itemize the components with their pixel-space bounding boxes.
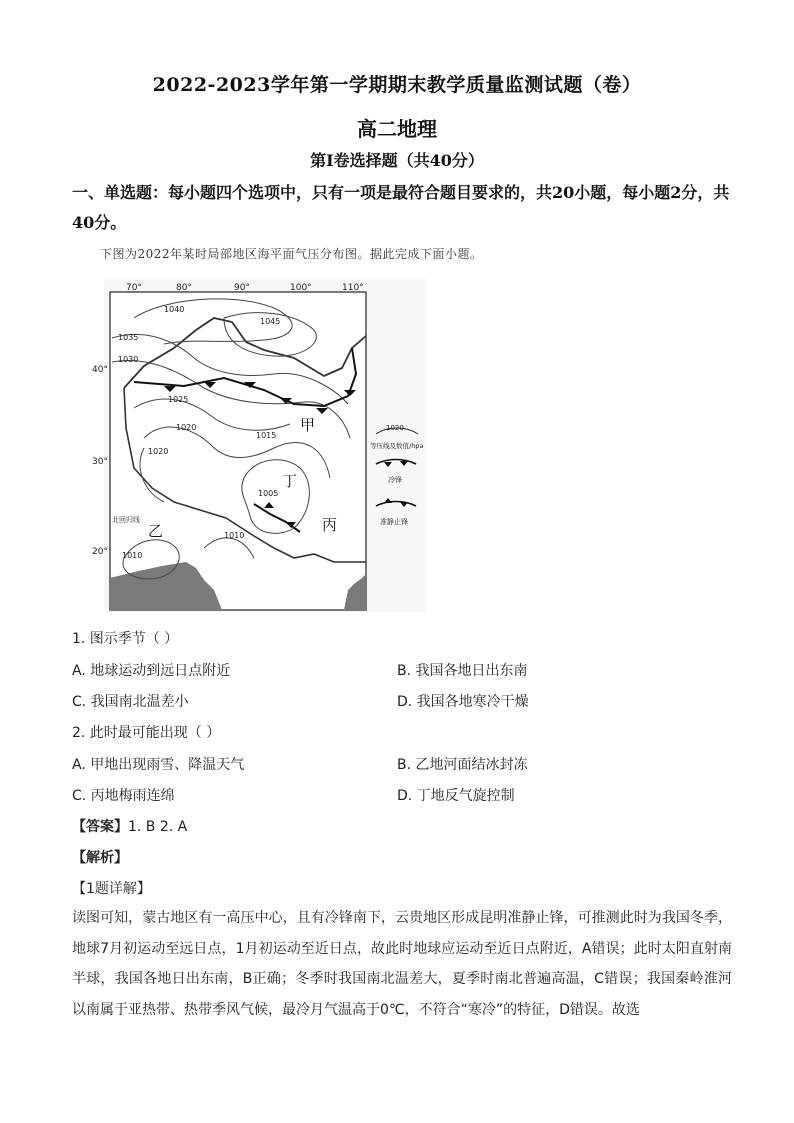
isobar-label: 1030 [118,355,139,364]
lon-label: 90° [234,283,250,293]
section-instruction: 一、单选题：每小题四个选项中，只有一项是最符合题目要求的，共20小题，每小题2分，共40分。 [72,183,730,232]
option-a: A. 地球运动到远日点附近 [72,663,231,679]
option-d: D. 丁地反气旋控制 [397,788,515,804]
subject-title: 高二地理 [357,117,437,141]
option-a: A. 甲地出现雨雪、降温天气 [72,757,245,773]
isobar-label: 1045 [260,317,281,326]
place-jia: 甲 [300,416,316,434]
place-bing: 丙 [322,516,338,534]
isobar-label: 1010 [122,551,143,560]
legend-isobar-value: 1020 [386,424,404,432]
answer-text: 1. B 2. A [128,819,188,835]
isobar-label: 1005 [258,489,279,498]
answer-line [72,816,187,836]
isobar-label: 1020 [176,423,197,432]
isobar-label: 1025 [168,395,189,404]
isobar-label: 1040 [164,305,185,314]
answer-tag: 【答案】 [72,819,128,835]
figure-intro: 下图为2022年某时局部地区海平面气压分布图。据此完成下面小题。 [100,247,483,261]
option-d: D. 我国各地寒冷干燥 [397,694,529,710]
isobar-label: 1010 [224,531,245,540]
isobar-label: 1015 [256,431,277,440]
legend-isobar-text: 等压线及数值/hpa [370,442,424,450]
option-b: B. 我国各地日出东南 [397,663,528,679]
lat-label: 20° [92,547,108,557]
lon-label: 100° [290,283,312,293]
option-c: C. 我国南北温差小 [72,694,189,710]
lat-label: 30° [92,457,108,467]
lat-label: 40° [92,365,108,375]
place-ding: 丁 [282,472,298,490]
legend-stationary-front: 准静止锋 [380,518,408,526]
question-stem: 2. 此时最可能出现（ ） [72,725,221,741]
isobar-label: 1035 [118,333,139,342]
lon-label: 110° [342,283,364,293]
pressure-map [92,278,426,612]
exam-title: 2022-2023学年第一学期期末教学质量监测试题（卷） [152,74,642,96]
lon-label: 70° [126,283,142,293]
place-yi: 乙 [148,522,164,540]
part-title: 第Ⅰ卷选择题（共40分） [310,151,484,170]
detail-tag: 【1题详解】 [72,881,151,897]
lon-label: 80° [176,283,192,293]
option-c: C. 丙地梅雨连绵 [72,788,175,804]
option-b: B. 乙地河面结冰封冻 [397,757,528,773]
question-stem: 1. 图示季节（ ） [72,631,179,647]
detail-text: 读图可知，蒙古地区有一高压中心，且有冷锋南下，云贵地区形成昆明准静止锋，可推测此时为我国冬季，地球7月初运动至远日点，1月初运动至近日点，故此时地球应运动至近日点附近，A错误；此时太阳直射南半球，我国各地日出东南，B正确；冬季时我国南北温差大，夏季时南北普遍高温，C错误；我国秦岭淮河以南属于亚热带、热带季风气候，最冷月气温高于0℃，不符合“寒冷”的特征，D错误。故选 [72,910,732,1018]
isobar-label: 1020 [148,447,169,456]
legend-cold-front: 冷锋 [388,476,402,484]
analysis-tag: 【解析】 [72,850,128,866]
tropic-label: 北回归线 [112,516,140,524]
